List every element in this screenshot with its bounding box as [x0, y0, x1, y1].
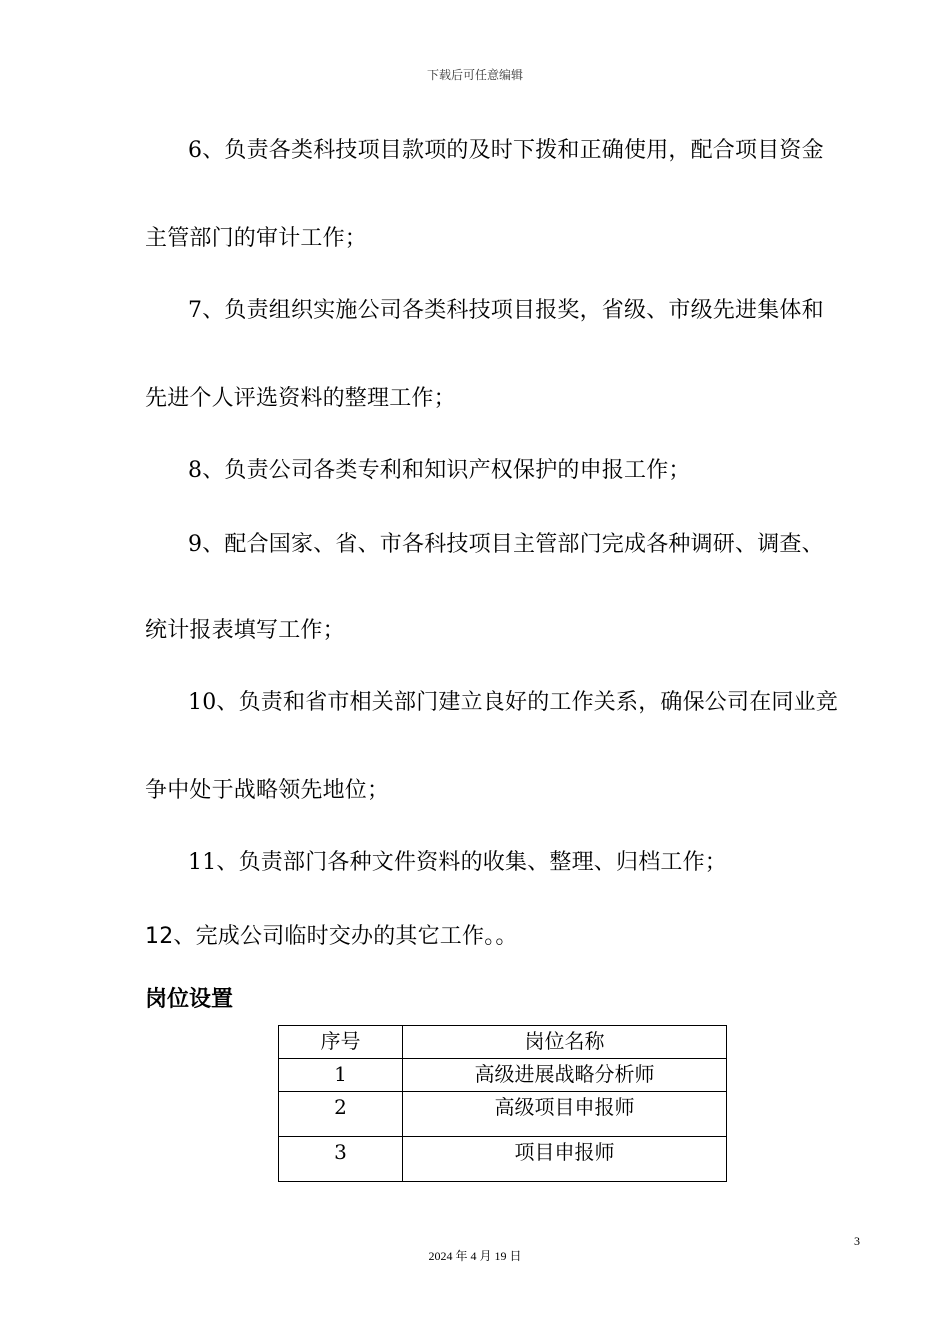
item-text: 主管部门的审计工作； — [145, 226, 368, 251]
item-text: 、完成公司临时交办的其它工作。。 — [173, 924, 518, 949]
table-cell-position: 项目申报师 — [403, 1137, 727, 1182]
item-text: 、负责组织实施公司各类科技项目报奖，省级、市级先进集体和 — [202, 298, 824, 323]
table-row — [279, 1059, 727, 1092]
table-cell-index: 3 — [279, 1137, 403, 1182]
item-text: 先进个人评选资料的整理工作； — [145, 386, 456, 411]
paragraph-9-line-1 — [188, 530, 824, 560]
item-text: 争中处于战略领先地位； — [145, 778, 390, 803]
paragraph-12 — [145, 922, 518, 952]
page-number: 3 — [854, 1234, 860, 1248]
item-number: 8 — [188, 458, 203, 483]
table-row — [279, 1137, 727, 1182]
item-number: 6 — [188, 138, 203, 163]
paragraph-11 — [188, 848, 727, 878]
positions-table — [278, 1025, 727, 1182]
paragraph-10-line-2 — [145, 776, 389, 806]
paragraph-8 — [188, 456, 691, 486]
item-text: 、负责公司各类专利和知识产权保护的申报工作； — [202, 458, 691, 483]
page-header: 下载后可任意编辑 — [426, 68, 523, 82]
item-text: 、负责和省市相关部门建立良好的工作关系，确保公司在同业竞 — [216, 690, 839, 715]
paragraph-6-line-1 — [188, 136, 824, 166]
item-number: 10 — [188, 690, 217, 715]
table-cell-index: 2 — [279, 1092, 403, 1137]
item-text: 、配合国家、省、市各科技项目主管部门完成各种调研、调查、 — [202, 532, 824, 557]
paragraph-10-line-1 — [188, 688, 838, 718]
table-header-cell: 岗位名称 — [403, 1026, 727, 1059]
item-number: 7 — [188, 298, 203, 323]
table-row — [279, 1092, 727, 1137]
paragraph-7-line-1 — [188, 296, 824, 326]
table-cell-index: 1 — [279, 1059, 403, 1092]
table-header-cell: 序号 — [279, 1026, 403, 1059]
item-text: 、负责各类科技项目款项的及时下拨和正确使用，配合项目资金 — [202, 138, 824, 163]
item-number: 9 — [188, 532, 203, 557]
section-title: 岗位设置 — [145, 987, 234, 1012]
item-number: 11 — [188, 850, 217, 875]
paragraph-9-line-2 — [145, 616, 345, 646]
paragraph-7-line-2 — [145, 384, 456, 414]
paragraph-6-line-2 — [145, 224, 367, 254]
item-text: 、负责部门各种文件资料的收集、整理、归档工作； — [216, 850, 728, 875]
table-header-row — [279, 1026, 727, 1059]
item-text: 统计报表填写工作； — [145, 618, 345, 643]
item-number: 12 — [145, 924, 174, 949]
table-cell-position: 高级进展战略分析师 — [403, 1059, 727, 1092]
table-cell-position: 高级项目申报师 — [403, 1092, 727, 1137]
footer-date: 2024 年 4 月 19 日 — [428, 1249, 522, 1263]
